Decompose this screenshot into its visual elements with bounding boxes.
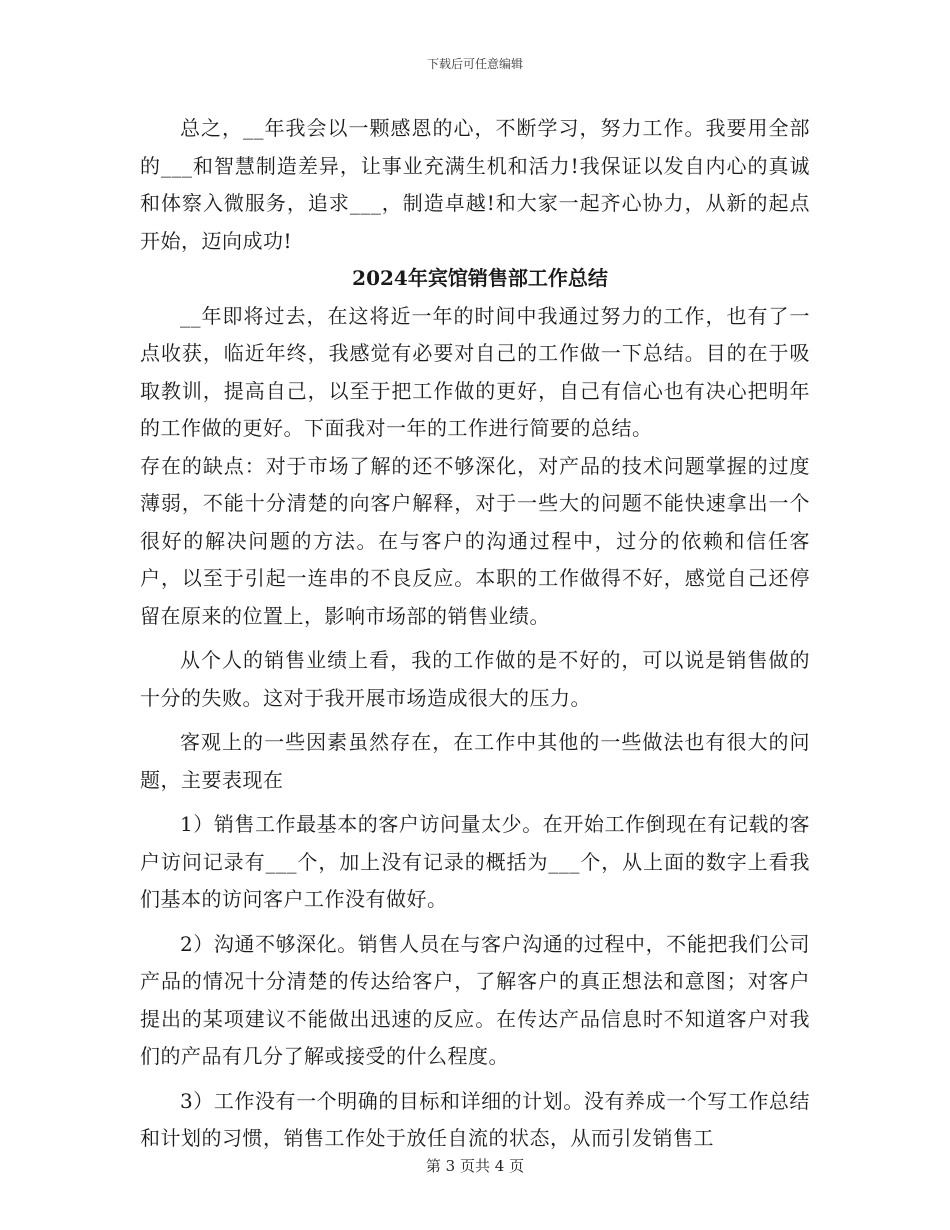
paragraph-shortcomings: 存在的缺点：对于市场了解的还不够深化，对产品的技术问题掌握的过度薄弱，不能十分清楚的向客户解释，对于一些大的问题不能快速拿出一个很好的解决问题的方法。在与客户的沟通过程中，过分的依赖和信任客户，以至于引起一连串的不良反应。本职的工作做得不好，感觉自己还停留在原来的位置上，影响市场部的销售业绩。 [140,453,810,628]
paragraph-point-2: 2）沟通不够深化。销售人员在与客户沟通的过程中，不能把我们公司产品的情况十分清楚的传达给客户，了解客户的真正想法和意图；对客户提出的某项建议不能做出迅速的反应。在传达产品信息时不知道客户对我们的产品有几分了解或接受的什么程度。 [140,931,810,1068]
paragraph-problems-lead: 客观上的一些因素虽然存在，在工作中其他的一些做法也有很大的问题，主要表现在 [140,730,810,792]
paragraph-point-1: 1）销售工作最基本的客户访问量太少。在开始工作倒现在有记载的客户访问记录有___个，加上没有记录的概括为___个，从上面的数字上看我们基本的访问客户工作没有做好。 [140,812,810,911]
paragraph-intro: __年即将过去，在这将近一年的时间中我通过努力的工作，也有了一点收获，临近年终，我感觉有必要对自己的工作做一下总结。目的在于吸取教训，提高自己，以至于把工作做的更好，自己有信心也有决心把明年的工作做的更好。下面我对一年的工作进行简要的总结。 [140,303,810,440]
document-title: 2024年宾馆销售部工作总结 [352,266,608,290]
page-header: 下载后可任意编辑 [426,57,523,71]
paragraph-performance: 从个人的销售业绩上看，我的工作做的是不好的，可以说是销售做的十分的失败。这对于我开展市场造成很大的压力。 [140,648,810,710]
closing-paragraph: 总之，__年我会以一颗感恩的心，不断学习，努力工作。我要用全部的___和智慧制造差异，让事业充满生机和活力!我保证以发自内心的真诚和体察入微服务，追求___，制造卓越!和大家一起齐心协力，从新的起点开始，迈向成功! [140,116,810,253]
page-footer: 第 3 页共 4 页 [425,1157,525,1175]
paragraph-point-3: 3）工作没有一个明确的目标和详细的计划。没有养成一个写工作总结和计划的习惯，销售工作处于放任自流的状态，从而引发销售工 [140,1088,810,1150]
document-body [140,110,810,1158]
